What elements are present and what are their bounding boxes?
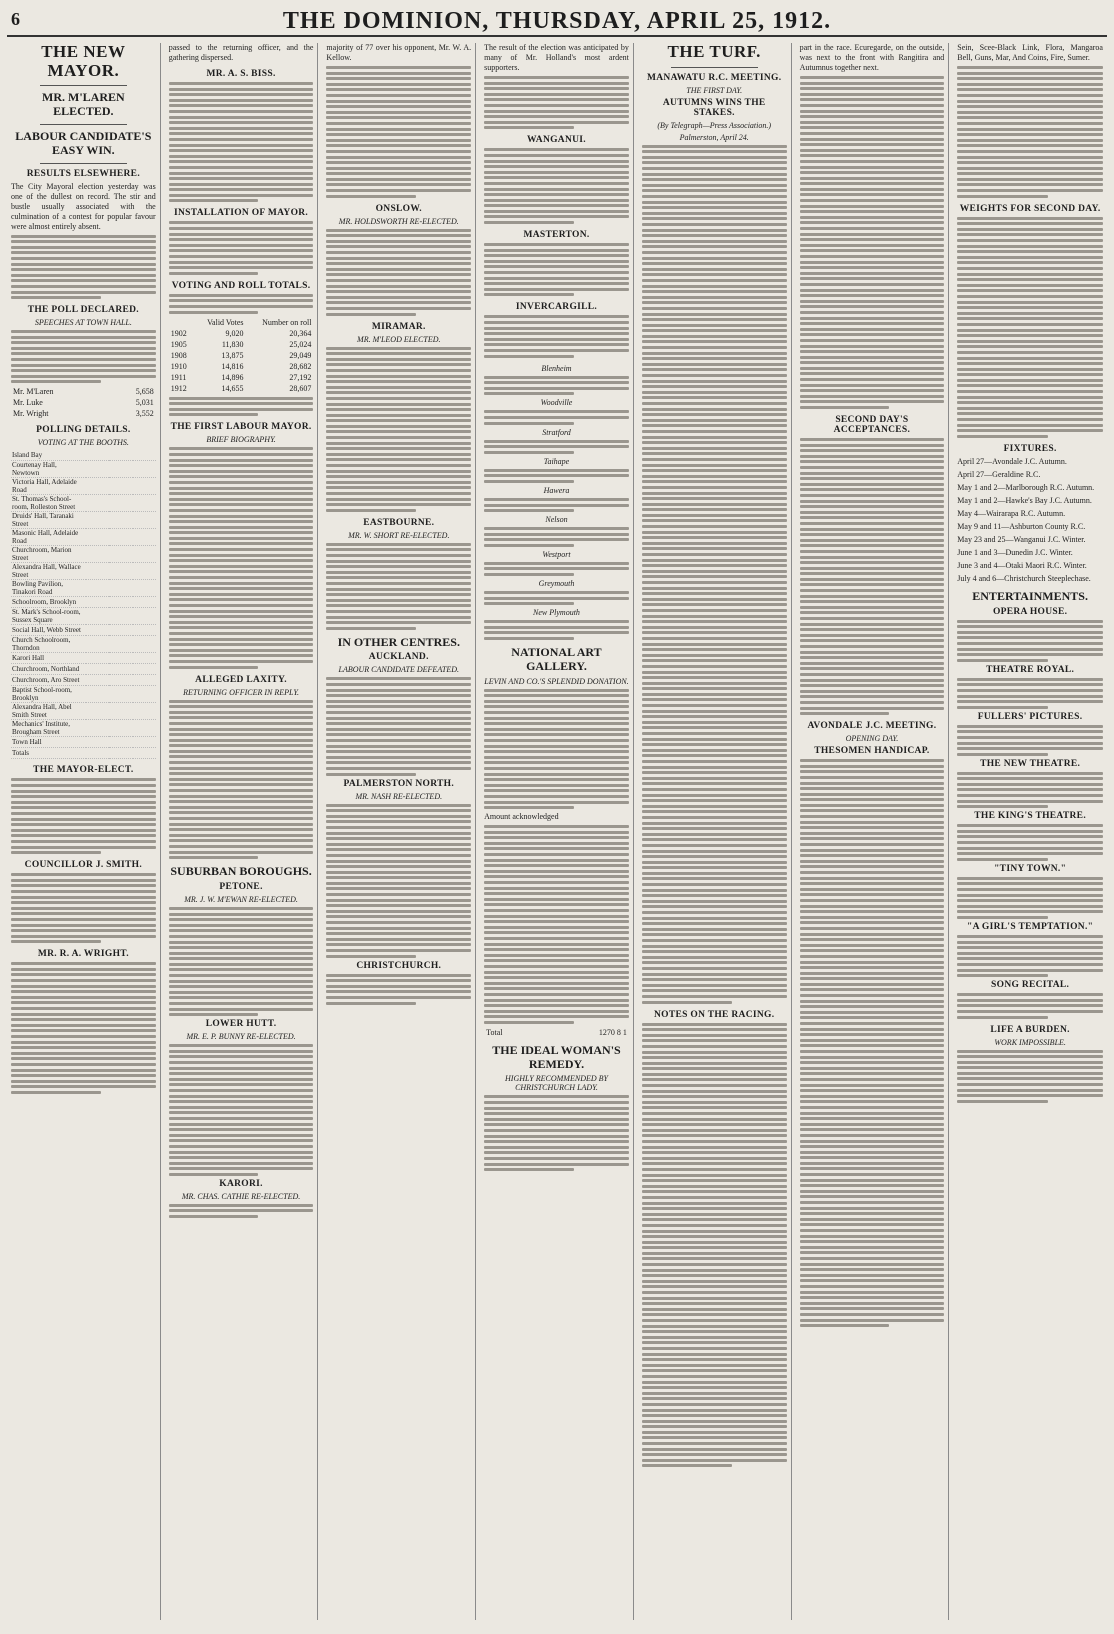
fixture-item: June 3 and 4—Otaki Maori R.C. Winter. bbox=[957, 560, 1087, 570]
heading-palmerston: PALMERSTON NORTH. bbox=[343, 778, 455, 789]
heading-kings-theatre: THE KING'S THEATRE. bbox=[974, 811, 1086, 822]
article-poll bbox=[11, 305, 156, 419]
article-turf bbox=[642, 43, 787, 1004]
page-number: 6 bbox=[11, 9, 20, 29]
body-text bbox=[484, 469, 629, 483]
heading-fullers: FULLERS' PICTURES. bbox=[977, 711, 1083, 722]
heading-girls-temptation: "A GIRL'S TEMPTATION." bbox=[967, 921, 1094, 932]
body-text bbox=[957, 824, 1103, 861]
article-councillor-smith bbox=[11, 860, 156, 943]
body-text bbox=[484, 376, 629, 396]
town-heading: Stratford bbox=[542, 427, 571, 437]
article-entertainments bbox=[957, 590, 1103, 1019]
table-row: 1902 9,020 20,364 bbox=[170, 328, 312, 338]
body-text bbox=[800, 76, 945, 409]
article-installation bbox=[169, 208, 314, 274]
body-text bbox=[169, 221, 314, 274]
heading-second-day: SECOND DAY'S ACCEPTANCES. bbox=[833, 415, 911, 436]
body-text bbox=[484, 315, 629, 357]
table-row: Bowling Pavilion, Tinakori Road bbox=[11, 580, 156, 597]
table-row: 1908 13,875 29,049 bbox=[170, 350, 312, 360]
heading-new-theatre: THE NEW THEATRE. bbox=[980, 758, 1081, 769]
heading-fixtures: FIXTURES. bbox=[1003, 443, 1057, 454]
article-continued bbox=[169, 43, 314, 63]
subheading-opening-day: OPENING DAY. bbox=[845, 734, 899, 744]
town-heading: Westport bbox=[542, 549, 571, 559]
column-1 bbox=[7, 43, 161, 1620]
heading-tiny-town: "TINY TOWN." bbox=[994, 863, 1067, 874]
body-text bbox=[484, 148, 629, 224]
columns bbox=[7, 43, 1107, 1620]
masthead bbox=[7, 7, 1107, 37]
body-text bbox=[484, 562, 629, 576]
subheading-returning-officer: RETURNING OFFICER IN REPLY. bbox=[183, 687, 300, 697]
table-row: Churchroom, Marion Street bbox=[11, 546, 156, 563]
town-heading: New Plymouth bbox=[533, 608, 580, 618]
heading-biss: MR. A. S. BISS. bbox=[206, 69, 276, 79]
table-row: Totals bbox=[11, 748, 156, 759]
article-second-day bbox=[800, 415, 945, 715]
column-2 bbox=[165, 43, 319, 1620]
subhead-easy-win: LABOUR CANDIDATE'S EASY WIN. bbox=[15, 128, 152, 157]
table-row: St. Thomas's School-room, Rolleston Street bbox=[11, 495, 156, 512]
heading-other-centres: IN OTHER CENTRES. bbox=[337, 634, 460, 649]
fixture-item: July 4 and 6—Christchurch Steeplechase. bbox=[957, 573, 1091, 583]
heading-polling-details: POLLING DETAILS. bbox=[36, 425, 131, 436]
heading-petone: PETONE. bbox=[219, 881, 263, 892]
body-text bbox=[957, 772, 1103, 809]
heading-invercargill: INVERCARGILL. bbox=[515, 302, 598, 313]
heading-autumns-stakes: AUTUMNS WINS THE STAKES. bbox=[662, 97, 766, 118]
table-row: Alexandra Hall, Abel Smith Street bbox=[11, 703, 156, 720]
body-text bbox=[957, 1050, 1103, 1103]
heading-mayor-elect: THE MAYOR-ELECT. bbox=[33, 765, 134, 776]
article-lede: majority of 77 over his opponent, Mr. W. A. Kellow. bbox=[326, 43, 472, 62]
advert-ideal-remedy bbox=[484, 1044, 629, 1171]
heading-alleged-laxity: ALLEGED LAXITY. bbox=[195, 674, 287, 685]
table-row: Courtenay Hall, Newtown bbox=[11, 461, 156, 478]
acceptances-list bbox=[800, 438, 945, 715]
article-lede: The City Mayoral election yesterday was one of the dullest on record. The stir and bustle usually associated with the culmination of a contest for popular favour were almost entirely absent. bbox=[11, 181, 156, 231]
body-text bbox=[957, 620, 1103, 662]
heading-suburban-boroughs: SUBURBAN BOROUGHS. bbox=[170, 864, 312, 879]
table-row: 1910 14,816 28,682 bbox=[170, 361, 312, 371]
fixture-item: April 27—Avondale J.C. Autumn. bbox=[957, 456, 1067, 466]
heading-thesomen: THESOMEN HANDICAP. bbox=[814, 746, 930, 757]
article-continued bbox=[484, 43, 629, 129]
body-text bbox=[169, 1044, 314, 1176]
race-results bbox=[800, 759, 945, 1327]
table-row: Mr. Wright 3,552 bbox=[13, 409, 154, 419]
article-lede: passed to the returning officer, and the gathering dispersed. bbox=[168, 43, 314, 62]
amount-acknowledged-label: Amount acknowledged bbox=[484, 812, 559, 822]
table-row: Mechanics' Institute, Brougham Street bbox=[11, 720, 156, 737]
town-heading: Greymouth bbox=[538, 579, 575, 589]
article-lede: part in the race. Ecuregarde, on the outside, was next to the front with Rangitira and Autumnus together next. bbox=[799, 43, 945, 72]
subscription-list bbox=[484, 825, 629, 1024]
town-heading: Hawera bbox=[543, 485, 570, 495]
body-text bbox=[326, 543, 471, 630]
body-text bbox=[11, 873, 156, 943]
fixture-item: May 1 and 2—Marlborough R.C. Autumn. bbox=[957, 482, 1095, 492]
body-text bbox=[11, 778, 156, 854]
fixture-item: June 1 and 3—Dunedin J.C. Winter. bbox=[957, 547, 1073, 557]
booth-voting-table bbox=[11, 450, 156, 759]
article-continued bbox=[957, 43, 1103, 198]
subheading-miramar: MR. M'LEOD ELECTED. bbox=[357, 334, 441, 344]
table-row: Churchroom, Northland bbox=[11, 664, 156, 675]
body-text bbox=[484, 591, 629, 605]
article-town-results bbox=[484, 364, 629, 640]
poll-results-table bbox=[11, 386, 156, 419]
heading-first-labour-mayor: THE FIRST LABOUR MAYOR. bbox=[170, 422, 312, 433]
table-row: 1912 14,655 28,607 bbox=[170, 383, 312, 393]
body-text bbox=[169, 397, 314, 417]
article-alleged-laxity bbox=[169, 675, 314, 860]
heading-opera-house: OPERA HOUSE. bbox=[992, 606, 1068, 617]
heading-masterton: MASTERTON. bbox=[523, 230, 590, 241]
article-continued bbox=[326, 43, 471, 198]
gallery-total bbox=[484, 1027, 629, 1038]
heading-entertainments: ENTERTAINMENTS. bbox=[972, 588, 1088, 603]
body-text bbox=[169, 294, 314, 314]
fixture-item: May 9 and 11—Ashburton County R.C. bbox=[957, 521, 1086, 531]
heading-avondale: AVONDALE J.C. MEETING. bbox=[807, 721, 937, 732]
newspaper-page bbox=[7, 7, 1107, 1620]
column-7 bbox=[953, 43, 1107, 1620]
table-row: Mr. Luke 5,031 bbox=[13, 398, 154, 408]
fixture-item: May 23 and 25—Wanganui J.C. Winter. bbox=[957, 534, 1086, 544]
table-row: Alexandra Hall, Wallace Street bbox=[11, 563, 156, 580]
table-row: Island Bay bbox=[11, 450, 156, 461]
heading-onslow: ONSLOW. bbox=[375, 203, 422, 214]
subheading-eastbourne: MR. W. SHORT RE-ELECTED. bbox=[348, 530, 450, 540]
subheading-speeches: SPEECHES AT TOWN HALL. bbox=[34, 318, 132, 328]
weights-list bbox=[957, 217, 1103, 438]
body-text bbox=[169, 907, 314, 1016]
town-heading: Blenheim bbox=[541, 363, 572, 373]
headline-turf: THE TURF. bbox=[667, 43, 761, 61]
town-heading: Woodville bbox=[540, 398, 573, 408]
heading-theatre-royal: THEATRE ROYAL. bbox=[986, 664, 1075, 675]
article-suburban bbox=[169, 865, 314, 1218]
dateline-place: Palmerston, April 24. bbox=[679, 132, 749, 142]
body-text bbox=[11, 330, 156, 383]
table-row: Mr. M'Laren 5,658 bbox=[13, 387, 154, 397]
heading-ideal-remedy: THE IDEAL WOMAN'S REMEDY. bbox=[492, 1042, 621, 1071]
body-text bbox=[484, 1095, 629, 1171]
article-wanganui bbox=[484, 135, 629, 224]
body-text bbox=[326, 677, 471, 775]
body-text bbox=[484, 76, 629, 129]
table-row: Churchroom, Aro Street bbox=[11, 675, 156, 686]
heading-life-burden: LIFE A BURDEN. bbox=[990, 1024, 1070, 1035]
town-heading: Taihape bbox=[543, 456, 570, 466]
body-text bbox=[169, 1204, 314, 1218]
subheading-art-gallery: LEVIN AND CO.'S SPLENDID DONATION. bbox=[484, 676, 629, 686]
article-mayor-elect bbox=[11, 765, 156, 854]
heading-lower-hutt: LOWER HUTT. bbox=[205, 1019, 277, 1030]
body-text bbox=[326, 66, 471, 198]
heading-roll-totals: VOTING AND ROLL TOTALS. bbox=[171, 280, 311, 291]
table-header: Valid Votes Number on roll bbox=[207, 317, 312, 327]
body-text bbox=[957, 935, 1103, 977]
table-row: Karori Hall bbox=[11, 653, 156, 664]
heading-manawatu: MANAWATU R.C. MEETING. bbox=[646, 72, 782, 83]
fixture-item: May 4—Wairarapa R.C. Autumn. bbox=[957, 508, 1066, 518]
article-wright bbox=[11, 949, 156, 1094]
body-text bbox=[484, 440, 629, 454]
article-weights bbox=[957, 204, 1103, 438]
heading-christchurch: CHRISTCHURCH. bbox=[356, 960, 442, 971]
heading-racing-notes: NOTES ON THE RACING. bbox=[654, 1009, 775, 1020]
race-results bbox=[642, 145, 787, 1004]
article-onslow bbox=[326, 204, 471, 316]
newspaper-title: THE DOMINION, THURSDAY, APRIL 25, 1912. bbox=[282, 7, 832, 34]
column-5 bbox=[638, 43, 792, 1620]
article-fixtures bbox=[957, 444, 1103, 584]
fixture-item: April 27—Geraldine R.C. bbox=[957, 469, 1041, 479]
article-new-mayor bbox=[11, 43, 156, 299]
subheading-lower-hutt: MR. E. P. BUNNY RE-ELECTED. bbox=[186, 1032, 296, 1042]
heading-karori: KARORI. bbox=[219, 1178, 263, 1189]
table-row: St. Mark's School-room, Sussex Square bbox=[11, 608, 156, 625]
subhead-results-elsewhere: RESULTS ELSEWHERE. bbox=[26, 168, 140, 179]
subheading-auckland: LABOUR CANDIDATE DEFEATED. bbox=[338, 665, 460, 675]
body-text bbox=[957, 993, 1103, 1018]
subheading-palmerston: MR. NASH RE-ELECTED. bbox=[355, 791, 443, 801]
article-other-centres bbox=[326, 636, 471, 1005]
column-6 bbox=[796, 43, 950, 1620]
subheading-petone: MR. J. W. M'EWAN RE-ELECTED. bbox=[184, 894, 298, 904]
table-row: 1911 14,896 27,192 bbox=[170, 372, 312, 382]
table-row: Victoria Hall, Adelaide Road bbox=[11, 478, 156, 495]
body-text bbox=[326, 804, 471, 958]
body-text bbox=[11, 962, 156, 1094]
article-racing-notes bbox=[642, 1010, 787, 1468]
heading-eastbourne: EASTBOURNE. bbox=[363, 517, 435, 528]
body-text bbox=[169, 700, 314, 860]
heading-miramar: MIRAMAR. bbox=[371, 321, 426, 332]
article-polling-details bbox=[11, 425, 156, 759]
body-text bbox=[484, 689, 629, 809]
body-text bbox=[169, 447, 314, 668]
table-row: Social Hall, Webb Street bbox=[11, 625, 156, 636]
advert-life-burden bbox=[957, 1025, 1103, 1103]
body-text bbox=[957, 725, 1103, 756]
heading-auckland: AUCKLAND. bbox=[368, 652, 429, 663]
article-miramar bbox=[326, 322, 471, 512]
body-text bbox=[642, 1023, 787, 1468]
heading-poll-declared: THE POLL DECLARED. bbox=[27, 305, 139, 316]
table-row: Town Hall bbox=[11, 737, 156, 748]
table-row: Masonic Hall, Adelaide Road bbox=[11, 529, 156, 546]
table-row: Schoolroom, Brooklyn bbox=[11, 597, 156, 608]
article-roll-totals bbox=[169, 281, 314, 417]
article-avondale bbox=[800, 721, 945, 1327]
heading-installation: INSTALLATION OF MAYOR. bbox=[174, 208, 309, 219]
article-eastbourne bbox=[326, 518, 471, 630]
heading-wanganui: WANGANUI. bbox=[527, 135, 586, 146]
article-first-labour-mayor bbox=[169, 422, 314, 668]
subheading-biography: BRIEF BIOGRAPHY. bbox=[206, 435, 276, 445]
article-masterton bbox=[484, 230, 629, 296]
column-4 bbox=[480, 43, 634, 1620]
body-text bbox=[326, 229, 471, 316]
body-text bbox=[11, 235, 156, 300]
subheading-onslow: MR. HOLDSWORTH RE-ELECTED. bbox=[338, 216, 459, 226]
table-row: Church Schoolroom, Thorndon bbox=[11, 636, 156, 653]
fixture-item: May 1 and 2—Hawke's Bay J.C. Autumn. bbox=[957, 495, 1092, 505]
heading-wright: MR. R. A. WRIGHT. bbox=[37, 949, 129, 960]
subheading-work-impossible: WORK IMPOSSIBLE. bbox=[994, 1037, 1066, 1047]
body-text bbox=[957, 877, 1103, 919]
body-text bbox=[484, 527, 629, 547]
article-continued bbox=[800, 43, 945, 409]
article-invercargill bbox=[484, 302, 629, 357]
town-heading: Nelson bbox=[545, 515, 568, 525]
body-text bbox=[484, 410, 629, 424]
article-biss bbox=[169, 69, 314, 202]
table-row: Total 1270 8 1 bbox=[486, 1027, 627, 1037]
body-text bbox=[957, 66, 1103, 198]
subheading-karori: MR. CHAS. CATHIE RE-ELECTED. bbox=[181, 1191, 301, 1201]
subheading-booths: VOTING AT THE BOOTHS. bbox=[37, 438, 129, 448]
roll-totals-table bbox=[169, 317, 314, 394]
headline-new-mayor: THE NEW MAYOR. bbox=[41, 43, 126, 80]
body-text bbox=[326, 347, 471, 512]
heading-song-recital: SONG RECITAL. bbox=[991, 980, 1070, 991]
subheading-first-day: THE FIRST DAY. bbox=[686, 85, 743, 95]
article-art-gallery bbox=[484, 646, 629, 1038]
article-lede: The result of the election was anticipated by many of Mr. Holland's most ardent supporters. bbox=[484, 43, 629, 72]
heading-weights: WEIGHTS FOR SECOND DAY. bbox=[959, 203, 1101, 214]
heading-art-gallery: NATIONAL ART GALLERY. bbox=[511, 645, 602, 673]
column-3 bbox=[322, 43, 476, 1620]
table-row: 1905 11,830 25,024 bbox=[170, 339, 312, 349]
body-text bbox=[957, 678, 1103, 709]
subheading-ideal-remedy: HIGHLY RECOMMENDED BY CHRISTCHURCH LADY. bbox=[505, 1074, 608, 1093]
article-lede: Sein, Scee-Black Link, Flora, Mangaroa Bell, Guns, Mar, And Coins, Fire, Sumer. bbox=[957, 43, 1103, 62]
heading-councillor-smith: COUNCILLOR J. SMITH. bbox=[24, 860, 143, 871]
body-text bbox=[484, 243, 629, 296]
table-row: Druids' Hall, Taranaki Street bbox=[11, 512, 156, 529]
subhead-elected: MR. M'LAREN ELECTED. bbox=[42, 90, 125, 119]
body-text bbox=[169, 82, 314, 202]
table-row: Baptist School-room, Brooklyn bbox=[11, 686, 156, 703]
dateline: (By Telegraph—Press Association.) bbox=[657, 120, 772, 130]
body-text bbox=[326, 974, 471, 1005]
body-text bbox=[484, 498, 629, 512]
body-text bbox=[484, 620, 629, 640]
